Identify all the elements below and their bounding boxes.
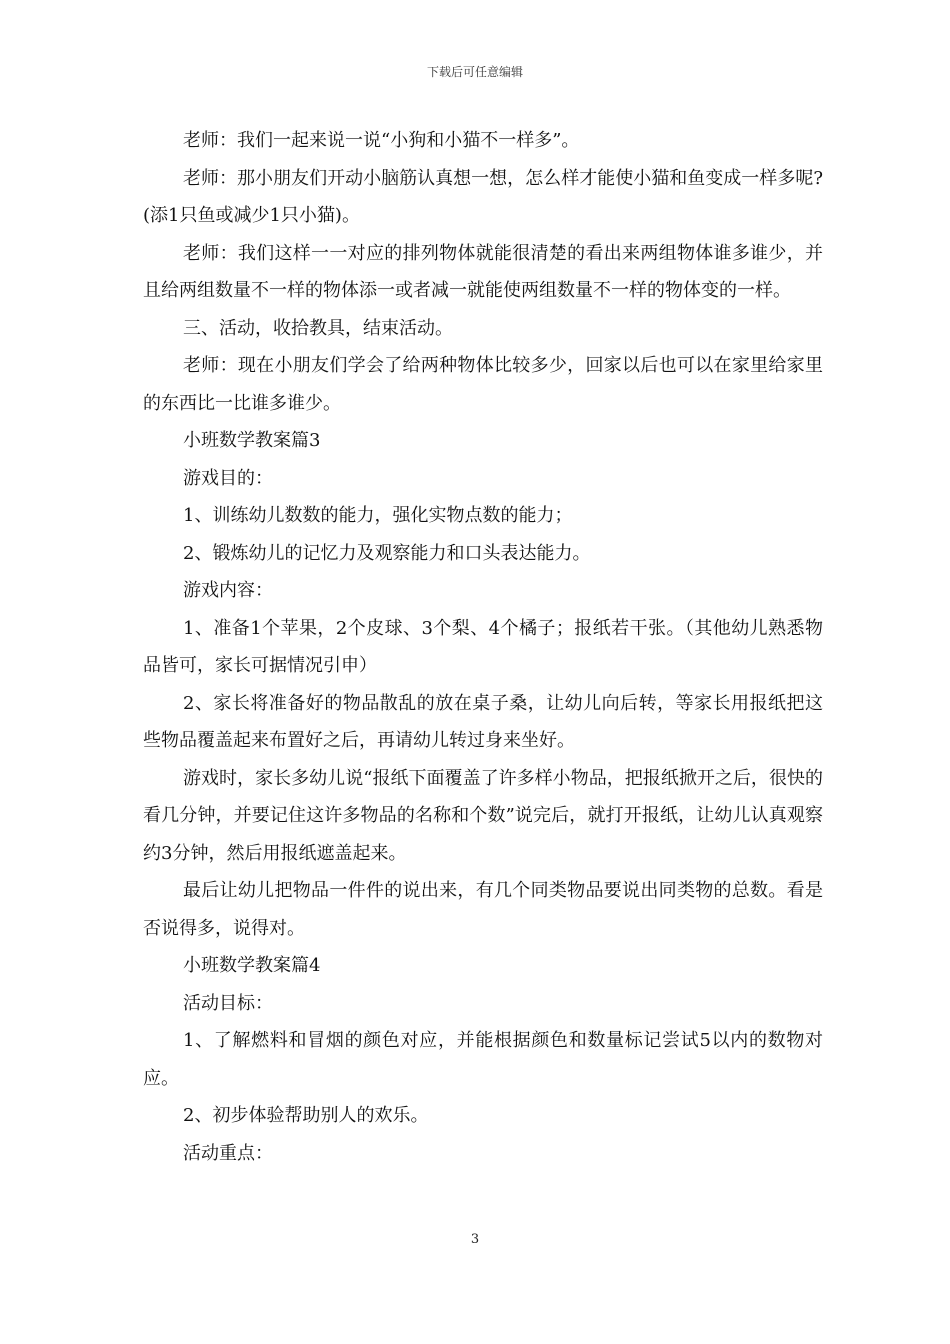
- subheading: 游戏目的：: [183, 467, 273, 489]
- page-header: 下载后可任意编辑: [426, 65, 523, 79]
- section-heading: 小班数学教案篇4: [183, 955, 321, 976]
- list-item: 2、锻炼幼儿的记忆力及观察能力和口头表达能力。: [183, 542, 591, 564]
- paragraph: 老师：那小朋友们开动小脑筋认真想一想，怎么样才能使小猫和鱼变成一样多呢?(添1只鱼或减少1只小猫)。: [143, 167, 823, 226]
- paragraph: 最后让幼儿把物品一件件的说出来，有几个同类物品要说出同类物的总数。看是否说得多，说得对。: [143, 880, 823, 939]
- list-item: 1、训练幼儿数数的能力，强化实物点数的能力；: [183, 505, 573, 526]
- paragraph: 老师：现在小朋友们学会了给两种物体比较多少，回家以后也可以在家里给家里的东西比一比谁多谁少。: [143, 355, 823, 414]
- section-heading: 小班数学教案篇3: [183, 430, 321, 451]
- list-item: 2、初步体验帮助别人的欢乐。: [183, 1105, 429, 1126]
- paragraph: 老师：我们这样一一对应的排列物体就能很清楚的看出来两组物体谁多谁少，并且给两组数量不一样的物体添一或者减一就能使两组数量不一样的物体变的一样。: [143, 242, 823, 301]
- subheading: 活动目标：: [183, 992, 273, 1014]
- subheading: 游戏内容：: [183, 580, 273, 601]
- list-item: 2、家长将准备好的物品散乱的放在桌子桑，让幼儿向后转，等家长用报纸把这些物品覆盖起来布置好之后，再请幼儿转过身来坐好。: [143, 692, 823, 751]
- paragraph: 老师：我们一起来说一说“小狗和小猫不一样多”。: [183, 130, 580, 151]
- list-item: 1、准备1个苹果，2个皮球、3个梨、4个橘子；报纸若干张。（其他幼儿熟悉物品皆可，家长可据情况引申）: [143, 617, 823, 676]
- page-number: 3: [470, 1232, 480, 1247]
- paragraph: 游戏时，家长多幼儿说“报纸下面覆盖了许多样小物品，把报纸掀开之后，很快的看几分钟，并要记住这许多物品的名称和个数”说完后，就打开报纸，让幼儿认真观察约3分钟，然后用报纸遮盖起来。: [143, 767, 823, 864]
- list-item: 1、了解燃料和冒烟的颜色对应，并能根据颜色和数量标记尝试5以内的数物对应。: [143, 1030, 823, 1089]
- document-body: [143, 122, 823, 1172]
- section-heading: 三、活动，收拾教具，结束活动。: [183, 317, 453, 339]
- subheading: 活动重点：: [183, 1142, 273, 1164]
